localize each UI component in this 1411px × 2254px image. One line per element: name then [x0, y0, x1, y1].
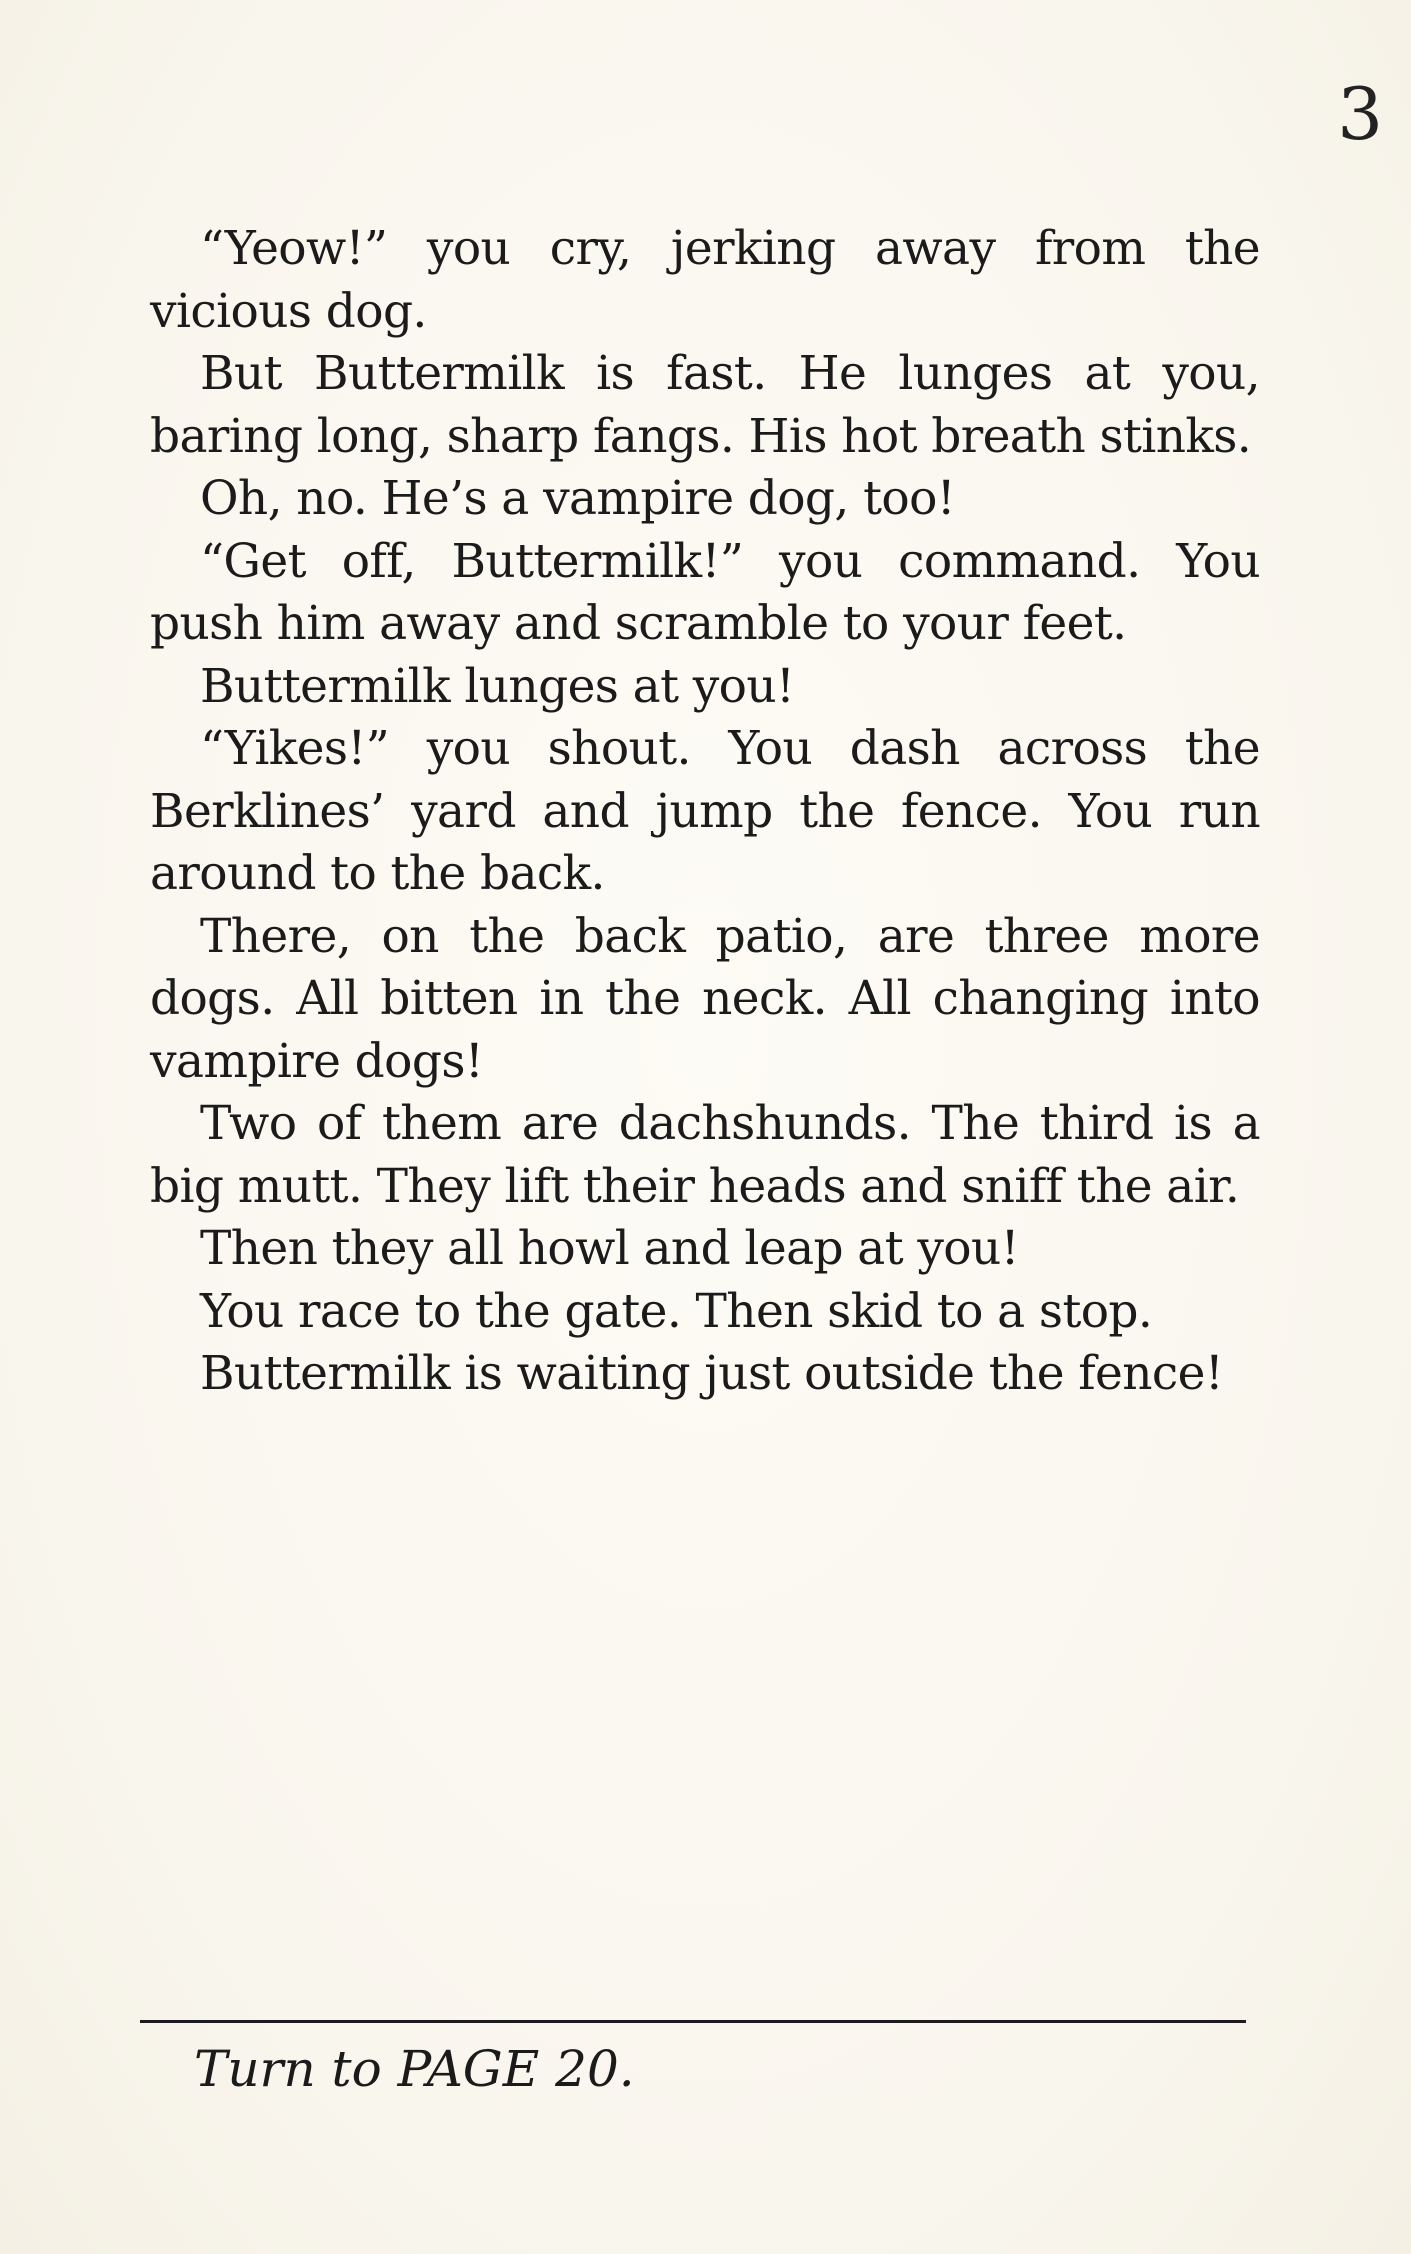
paragraph: But Buttermilk is fast. He lunges at you, baring long, sharp fangs. His hot breath stinks. — [150, 346, 1260, 464]
paragraph: Buttermilk is waiting just outside the fence! — [200, 1346, 1224, 1401]
paragraph: You race to the gate. Then skid to a stop. — [200, 1283, 1153, 1339]
paragraph: “Yikes!” you shout. You dash across the Berklines’ yard and jump the fence. You run around to the back. — [150, 721, 1260, 901]
page-number: 3 — [1337, 72, 1383, 156]
paragraph: “Get off, Buttermilk!” you command. You push him away and scramble to your feet. — [150, 533, 1260, 651]
paragraph: Oh, no. He’s a vampire dog, too! — [200, 471, 956, 526]
story-text — [150, 218, 1260, 1406]
paragraph: Then they all howl and leap at you! — [200, 1221, 1019, 1276]
paragraph: There, on the back patio, are three more dogs. All bitten in the neck. All changing into vampire dogs! — [150, 908, 1260, 1089]
turn-to-instruction: Turn to PAGE 20. — [194, 2040, 635, 2098]
paragraph: Buttermilk lunges at you! — [200, 658, 795, 714]
paragraph: “Yeow!” you cry, jerking away from the vicious dog. — [150, 221, 1260, 339]
paragraph: Two of them are dachshunds. The third is a big mutt. They lift their heads and sniff the air. — [150, 1096, 1260, 1214]
footer-divider — [140, 2020, 1246, 2023]
